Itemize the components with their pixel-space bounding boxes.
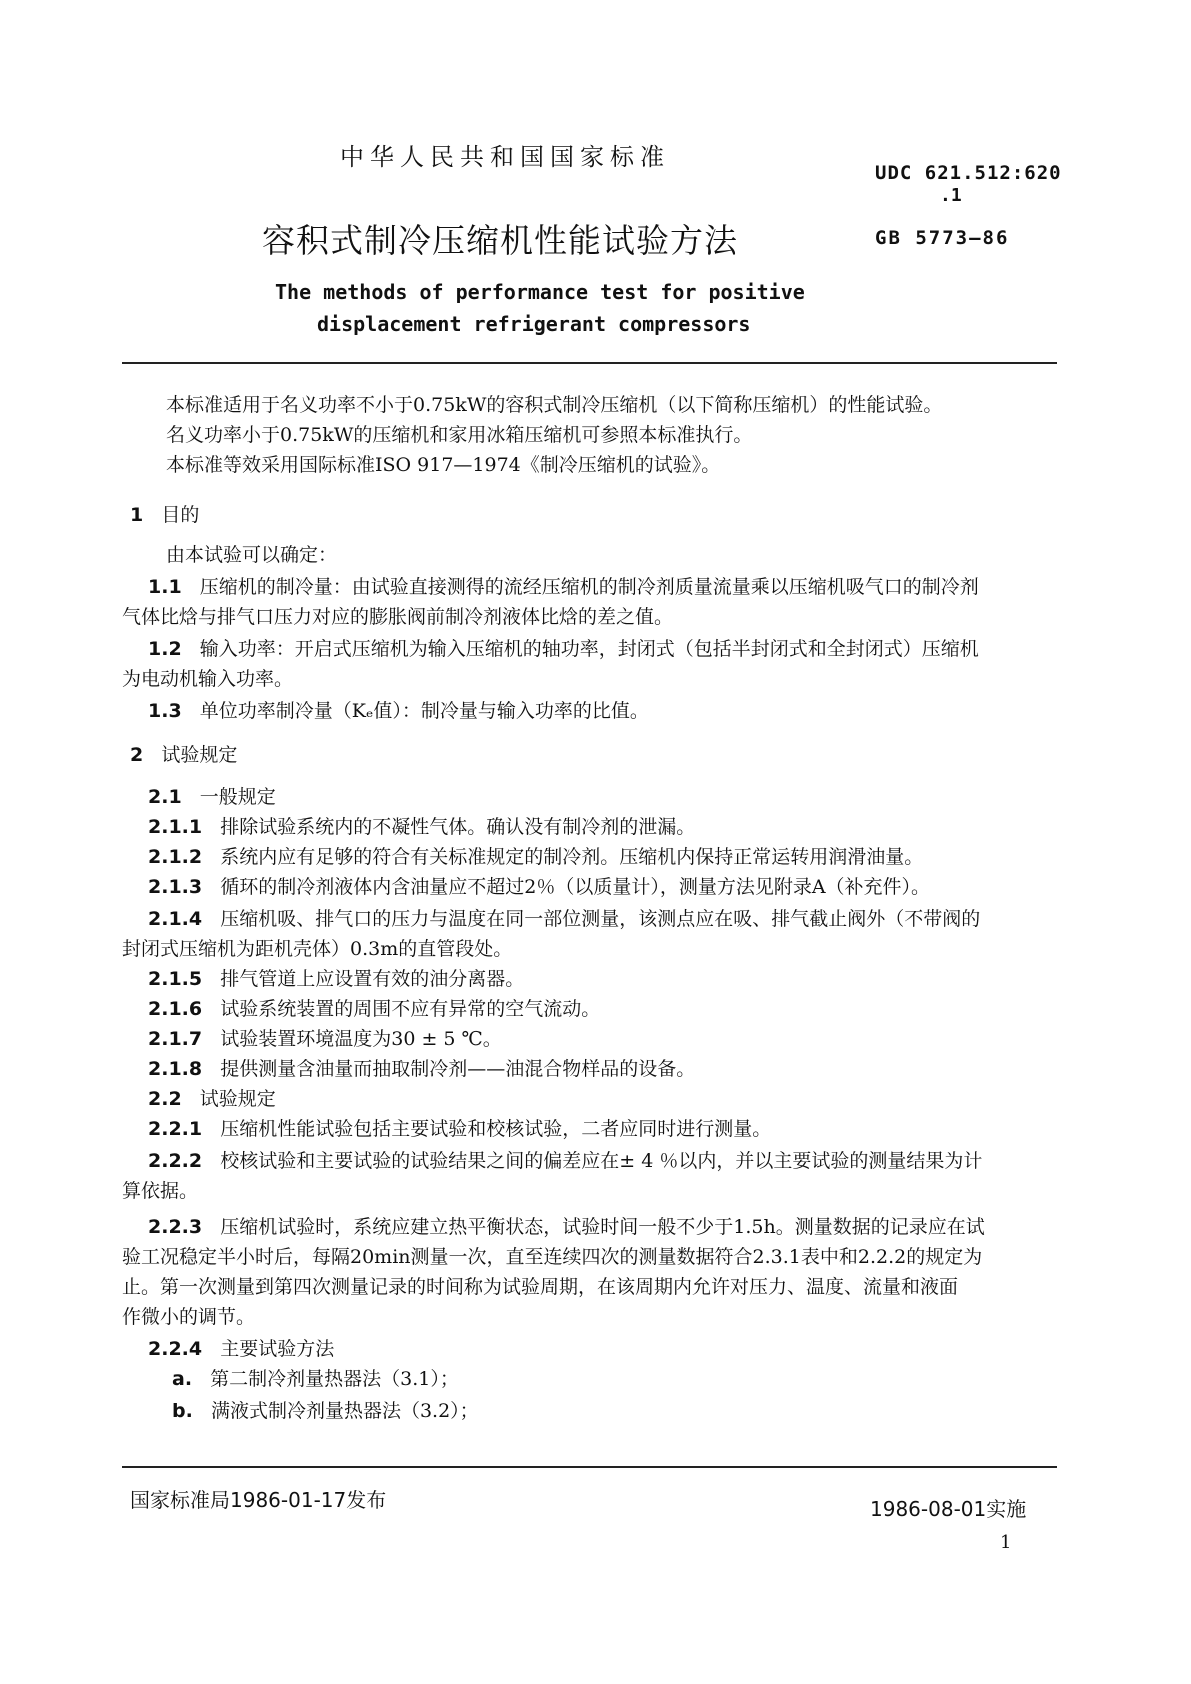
clause-number: 2.1.6 (148, 998, 203, 1020)
clause-number: 2.1.7 (148, 1028, 203, 1050)
clause-2-1-6 (148, 994, 600, 1021)
gb-code: GB 5773—86 (875, 227, 1010, 249)
intro-line-3: 本标准等效采用国际标准ISO 917—1974《制冷压缩机的试验》。 (166, 454, 721, 476)
document-title-cn: 容积式制冷压缩机性能试验方法 (262, 221, 738, 260)
clause-2-1-1 (148, 812, 695, 839)
clause-number: 2.1.2 (148, 846, 203, 868)
clause-2-2-3-line3: 止。第一次测量到第四次测量记录的时间称为试验周期，在该周期内允许对压力、温度、流量和液面 (122, 1276, 959, 1298)
clause-text: 提供测量含油量而抽取制冷剂——油混合物样品的设备。 (220, 1058, 696, 1080)
list-marker: b. (172, 1400, 193, 1422)
clause-number: 2.1.4 (148, 908, 203, 930)
clause-2-1-7 (148, 1024, 502, 1051)
clause-number: 2.2.2 (148, 1150, 203, 1172)
clause-number: 2.1.1 (148, 816, 203, 838)
section-1-heading (130, 500, 199, 527)
clause-number: 2.1 (148, 786, 182, 808)
intro-line-2: 名义功率小于0.75kW的压缩机和家用冰箱压缩机可参照本标准执行。 (166, 424, 753, 446)
clause-2-1-2 (148, 842, 923, 869)
clause-1-3 (148, 696, 649, 723)
clause-number: 2.1.3 (148, 876, 203, 898)
clause-number: 2.2 (148, 1088, 182, 1110)
effective-date: 1986-08-01实施 (870, 1497, 1027, 1521)
clause-number: 1.2 (148, 638, 182, 660)
udc-code: UDC 621.512:620 (875, 162, 1062, 184)
national-standard-heading: 中华人民共和国国家标准 (340, 143, 670, 171)
intro-line-1: 本标准适用于名义功率不小于0.75kW的容积式制冷压缩机（以下简称压缩机）的性能试验。 (166, 394, 943, 416)
clause-text: 输入功率：开启式压缩机为输入压缩机的轴功率，封闭式（包括半封闭式和全封闭式）压缩机 (199, 638, 979, 660)
clause-number: 2.1.5 (148, 968, 203, 990)
clause-text: 压缩机的制冷量：由试验直接测得的流经压缩机的制冷剂质量流量乘以压缩机吸气口的制冷剂 (199, 576, 979, 598)
list-marker: a. (172, 1368, 193, 1390)
section-title: 试验规定 (161, 744, 238, 766)
clause-number: 1.1 (148, 576, 182, 598)
clause-2-2-3-line2: 验工况稳定半小时后，每隔20min测量一次，直至连续四次的测量数据符合2.3.1表中和2.2.2的规定为 (122, 1246, 983, 1268)
clause-1-1-line2: 气体比焓与排气口压力对应的膨胀阀前制冷剂液体比焓的差之值。 (122, 606, 674, 628)
clause-title: 一般规定 (199, 786, 276, 808)
list-text: 满液式制冷剂量热器法（3.2）； (210, 1400, 479, 1422)
clause-text: 压缩机吸、排气口的压力与温度在同一部位测量，该测点应在吸、排气截止阀外（不带阀的 (220, 908, 981, 930)
clause-text: 压缩机性能试验包括主要试验和校核试验，二者应同时进行测量。 (220, 1118, 772, 1140)
clause-2-2-1 (148, 1114, 771, 1141)
section-title: 目的 (161, 504, 200, 526)
clause-number: 2.2.4 (148, 1338, 203, 1360)
section-number: 1 (130, 504, 144, 526)
clause-title: 试验规定 (199, 1088, 276, 1110)
clause-1-1-line1 (148, 572, 979, 599)
header-divider (122, 362, 1057, 364)
clause-number: 2.2.3 (148, 1216, 203, 1238)
list-item-b (172, 1396, 479, 1423)
issue-date: 国家标准局1986-01-17发布 (130, 1488, 387, 1512)
clause-text: 校核试验和主要试验的试验结果之间的偏差应在± 4 ％以内，并以主要试验的测量结果为计 (220, 1150, 983, 1172)
clause-1-2-line2: 为电动机输入功率。 (122, 668, 294, 690)
clause-text: 循环的制冷剂液体内含油量应不超过2％（以质量计），测量方法见附录A（补充件）。 (220, 876, 931, 898)
clause-text: 压缩机试验时，系统应建立热平衡状态，试验时间一般不少于1.5h。测量数据的记录应在试 (220, 1216, 985, 1238)
section-1-lead: 由本试验可以确定： (166, 544, 338, 566)
udc-code-continuation: .1 (940, 185, 962, 206)
clause-text: 单位功率制冷量（Kₑ值）：制冷量与输入功率的比值。 (199, 700, 649, 722)
clause-2-2-2-line2: 算依据。 (122, 1180, 199, 1202)
clause-text: 排除试验系统内的不凝性气体。确认没有制冷剂的泄漏。 (220, 816, 696, 838)
list-item-a (172, 1364, 459, 1391)
clause-2-1-8 (148, 1054, 695, 1081)
clause-text: 试验装置环境温度为30 ± 5 ℃。 (220, 1028, 502, 1050)
section-number: 2 (130, 744, 144, 766)
clause-1-2-line1 (148, 634, 979, 661)
clause-text: 试验系统装置的周围不应有异常的空气流动。 (220, 998, 601, 1020)
clause-2-2-3-line4: 作微小的调节。 (122, 1306, 256, 1328)
page-number: 1 (1000, 1532, 1012, 1553)
clause-number: 2.2.1 (148, 1118, 203, 1140)
clause-number: 2.1.8 (148, 1058, 203, 1080)
clause-2-2-4-heading (148, 1334, 334, 1361)
document-title-en-line2: displacement refrigerant compressors (317, 312, 751, 336)
clause-2-1-4-line2: 封闭式压缩机为距机壳体）0.3m的直管段处。 (122, 938, 513, 960)
section-2-heading (130, 740, 237, 767)
clause-2-1-4-line1 (148, 904, 980, 931)
clause-number: 1.3 (148, 700, 182, 722)
clause-2-2-heading (148, 1084, 276, 1111)
clause-text: 系统内应有足够的符合有关标准规定的制冷剂。压缩机内保持正常运转用润滑油量。 (220, 846, 924, 868)
clause-2-1-3 (148, 872, 930, 899)
document-title-en-line1: The methods of performance test for positive (275, 280, 805, 304)
clause-2-2-2-line1 (148, 1146, 982, 1173)
clause-2-2-3-line1 (148, 1212, 985, 1239)
clause-title: 主要试验方法 (220, 1338, 335, 1360)
clause-text: 排气管道上应设置有效的油分离器。 (220, 968, 525, 990)
clause-2-1-5 (148, 964, 524, 991)
footer-divider (122, 1466, 1057, 1468)
clause-2-1-heading (148, 782, 276, 809)
list-text: 第二制冷剂量热器法（3.1）； (210, 1368, 459, 1390)
